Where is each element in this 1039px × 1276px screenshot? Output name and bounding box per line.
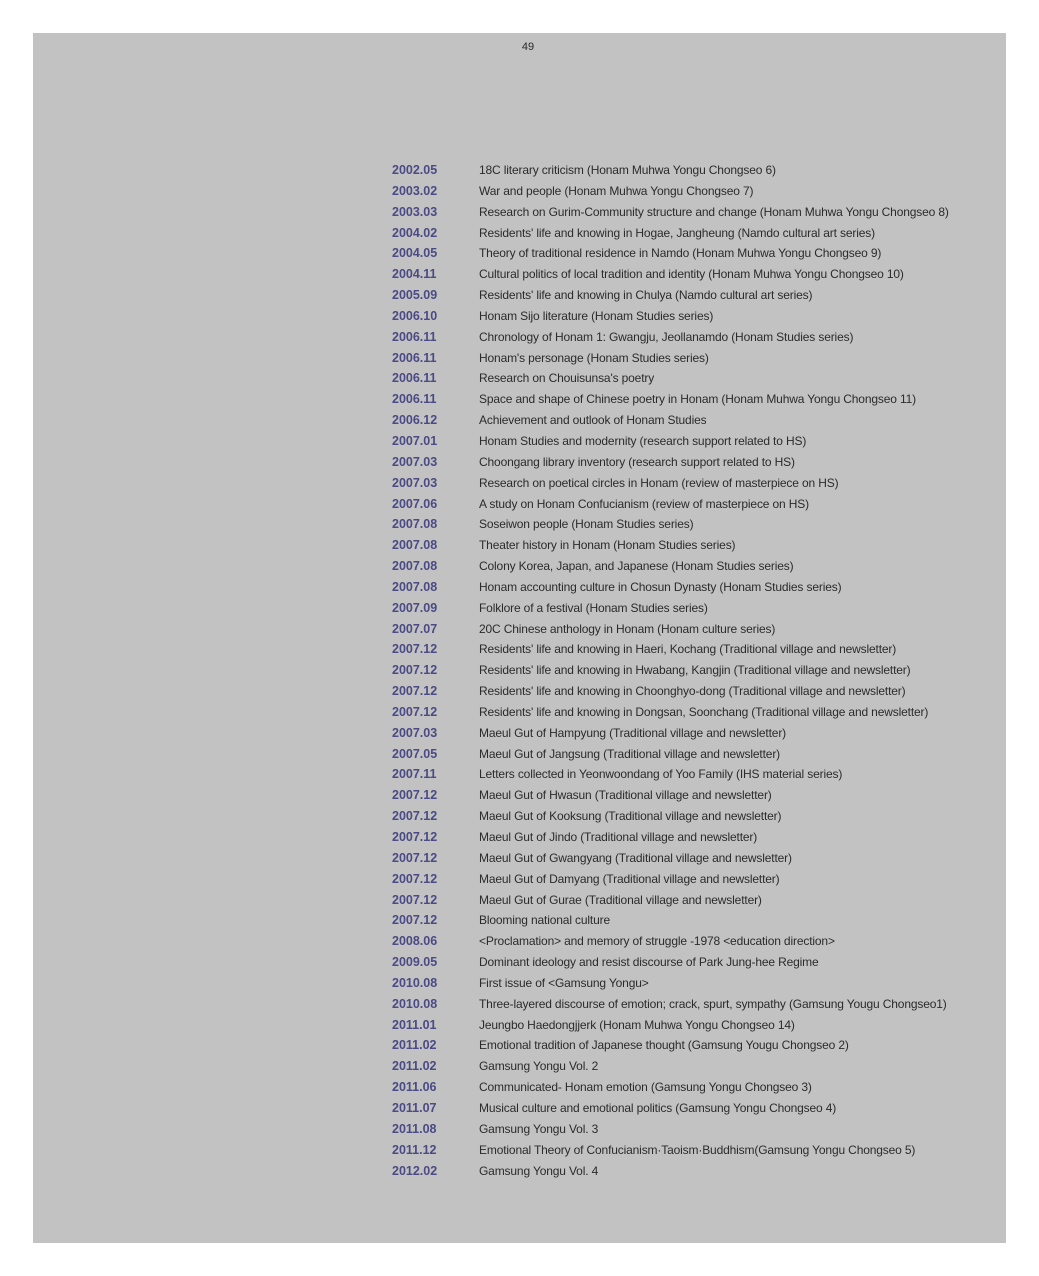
entry-date: 2006.12 bbox=[392, 413, 438, 428]
list-item bbox=[392, 264, 1002, 285]
entry-date: 2006.11 bbox=[392, 350, 437, 365]
list-item bbox=[392, 702, 1002, 723]
list-item bbox=[392, 910, 1002, 931]
entry-title: Residents' life and knowing in Hogae, Jangheung (Namdo cultural art series) bbox=[479, 225, 875, 240]
entry-title: Gamsung Yongu Vol. 3 bbox=[479, 1121, 599, 1136]
entry-date: 2007.03 bbox=[392, 454, 438, 469]
entry-title: Research on Chouisunsa's poetry bbox=[479, 371, 655, 386]
entry-date: 2007.12 bbox=[392, 892, 438, 907]
entry-date: 2011.12 bbox=[392, 1142, 437, 1157]
entry-title: Maeul Gut of Jangsung (Traditional village and newsletter) bbox=[479, 746, 781, 761]
entry-date: 2007.01 bbox=[392, 433, 438, 448]
entry-date: 2004.05 bbox=[392, 246, 438, 261]
publication-list bbox=[392, 160, 1002, 1181]
entry-date: 2004.02 bbox=[392, 225, 438, 240]
entry-title: Maeul Gut of Damyang (Traditional village and newsletter) bbox=[479, 871, 780, 886]
list-item bbox=[392, 243, 1002, 264]
entry-title: Choongang library inventory (research support related to HS) bbox=[479, 454, 795, 469]
list-item bbox=[392, 744, 1002, 765]
list-item bbox=[392, 931, 1002, 952]
entry-title: Maeul Gut of Kooksung (Traditional village and newsletter) bbox=[479, 809, 782, 824]
list-item bbox=[392, 327, 1002, 348]
entry-date: 2008.06 bbox=[392, 934, 438, 949]
entry-title: Maeul Gut of Hampyung (Traditional village and newsletter) bbox=[479, 725, 787, 740]
entry-date: 2011.08 bbox=[392, 1121, 437, 1136]
list-item bbox=[392, 1119, 1002, 1140]
entry-title: Emotional Theory of Confucianism·Taoism·Buddhism(Gamsung Yongu Chongseo 5) bbox=[479, 1142, 916, 1157]
entry-date: 2007.03 bbox=[392, 475, 438, 490]
entry-date: 2007.05 bbox=[392, 746, 438, 761]
entry-date: 2007.12 bbox=[392, 871, 438, 886]
entry-date: 2009.05 bbox=[392, 955, 438, 970]
entry-title: Honam's personage (Honam Studies series) bbox=[479, 350, 709, 365]
entry-title: Space and shape of Chinese poetry in Honam (Honam Muhwa Yongu Chongseo 11) bbox=[479, 392, 916, 407]
list-item bbox=[392, 1098, 1002, 1119]
entry-date: 2007.08 bbox=[392, 559, 438, 574]
entry-title: Residents' life and knowing in Chulya (Namdo cultural art series) bbox=[479, 288, 813, 303]
entry-date: 2011.07 bbox=[392, 1100, 437, 1115]
entry-date: 2007.09 bbox=[392, 600, 438, 615]
list-item bbox=[392, 535, 1002, 556]
entry-date: 2007.08 bbox=[392, 579, 438, 594]
entry-title: Emotional tradition of Japanese thought (Gamsung Yougu Chongseo 2) bbox=[479, 1038, 849, 1053]
entry-title: Three-layered discourse of emotion; crack, spurt, sympathy (Gamsung Yougu Chongseo1) bbox=[479, 996, 947, 1011]
entry-date: 2006.10 bbox=[392, 308, 438, 323]
list-item bbox=[392, 598, 1002, 619]
entry-date: 2007.08 bbox=[392, 538, 438, 553]
list-item bbox=[392, 806, 1002, 827]
entry-title: Jeungbo Haedongjjerk (Honam Muhwa Yongu Chongseo 14) bbox=[479, 1017, 795, 1032]
page-number: 49 bbox=[521, 41, 535, 53]
entry-date: 2007.12 bbox=[392, 788, 438, 803]
list-item bbox=[392, 514, 1002, 535]
list-item bbox=[392, 681, 1002, 702]
entry-title: Communicated- Honam emotion (Gamsung Yongu Chongseo 3) bbox=[479, 1080, 812, 1095]
entry-title: Theater history in Honam (Honam Studies series) bbox=[479, 538, 736, 553]
entry-date: 2010.08 bbox=[392, 975, 438, 990]
list-item bbox=[392, 785, 1002, 806]
entry-title: Blooming national culture bbox=[479, 913, 610, 928]
entry-date: 2011.06 bbox=[392, 1080, 437, 1095]
entry-date: 2010.08 bbox=[392, 996, 438, 1011]
list-item bbox=[392, 223, 1002, 244]
entry-title: Residents' life and knowing in Choonghyo-dong (Traditional village and newsletter) bbox=[479, 684, 906, 699]
list-item bbox=[392, 1035, 1002, 1056]
entry-date: 2007.12 bbox=[392, 663, 438, 678]
entry-title: Soseiwon people (Honam Studies series) bbox=[479, 517, 694, 532]
entry-title: First issue of <Gamsung Yongu> bbox=[479, 975, 649, 990]
list-item bbox=[392, 723, 1002, 744]
entry-title: Musical culture and emotional politics (Gamsung Yongu Chongseo 4) bbox=[479, 1100, 837, 1115]
document-page bbox=[33, 33, 1006, 1243]
list-item bbox=[392, 764, 1002, 785]
list-item bbox=[392, 410, 1002, 431]
entry-title: Colony Korea, Japan, and Japanese (Honam Studies series) bbox=[479, 559, 794, 574]
list-item bbox=[392, 994, 1002, 1015]
entry-date: 2006.11 bbox=[392, 392, 437, 407]
list-item bbox=[392, 1161, 1002, 1182]
entry-date: 2011.01 bbox=[392, 1017, 437, 1032]
entry-title: <Proclamation> and memory of struggle -1978 <education direction> bbox=[479, 934, 835, 949]
list-item bbox=[392, 1140, 1002, 1161]
entry-date: 2007.12 bbox=[392, 809, 438, 824]
list-item bbox=[392, 848, 1002, 869]
entry-title: Chronology of Honam 1: Gwangju, Jeollanamdo (Honam Studies series) bbox=[479, 329, 854, 344]
entry-title: Honam Sijo literature (Honam Studies series) bbox=[479, 308, 714, 323]
entry-date: 2002.05 bbox=[392, 163, 438, 177]
entry-title: 18C literary criticism (Honam Muhwa Yongu Chongseo 6) bbox=[479, 163, 776, 177]
entry-title: Residents' life and knowing in Dongsan, Soonchang (Traditional village and newsletter) bbox=[479, 704, 929, 719]
entry-title: Research on poetical circles in Honam (review of masterpiece on HS) bbox=[479, 475, 839, 490]
list-item bbox=[392, 639, 1002, 660]
entry-title: Folklore of a festival (Honam Studies series) bbox=[479, 600, 708, 615]
entry-date: 2011.02 bbox=[392, 1059, 437, 1074]
entry-title: Theory of traditional residence in Namdo (Honam Muhwa Yongu Chongseo 9) bbox=[479, 246, 882, 261]
entry-title: Research on Gurim-Community structure and change (Honam Muhwa Yongu Chongseo 8) bbox=[479, 204, 949, 219]
entry-title: Honam accounting culture in Chosun Dynasty (Honam Studies series) bbox=[479, 579, 842, 594]
entry-date: 2007.03 bbox=[392, 725, 438, 740]
list-item bbox=[392, 1015, 1002, 1036]
entry-date: 2007.12 bbox=[392, 684, 438, 699]
entry-date: 2003.02 bbox=[392, 183, 438, 198]
list-item bbox=[392, 306, 1002, 327]
entry-title: Dominant ideology and resist discourse of Park Jung-hee Regime bbox=[479, 955, 819, 970]
entry-date: 2006.11 bbox=[392, 371, 437, 386]
entry-title: War and people (Honam Muhwa Yongu Chongseo 7) bbox=[479, 183, 754, 198]
entry-date: 2005.09 bbox=[392, 288, 438, 303]
entry-title: Maeul Gut of Gurae (Traditional village and newsletter) bbox=[479, 892, 762, 907]
list-item bbox=[392, 452, 1002, 473]
list-item bbox=[392, 973, 1002, 994]
list-item bbox=[392, 577, 1002, 598]
entry-date: 2007.08 bbox=[392, 517, 438, 532]
entry-title: Achievement and outlook of Honam Studies bbox=[479, 413, 707, 428]
list-item bbox=[392, 869, 1002, 890]
entry-date: 2007.12 bbox=[392, 642, 438, 657]
entry-date: 2007.07 bbox=[392, 621, 438, 636]
entry-title: Gamsung Yongu Vol. 2 bbox=[479, 1059, 599, 1074]
list-item bbox=[392, 202, 1002, 223]
list-item bbox=[392, 619, 1002, 640]
entry-date: 2012.02 bbox=[392, 1163, 438, 1178]
list-item bbox=[392, 1056, 1002, 1077]
list-item bbox=[392, 431, 1002, 452]
list-item bbox=[392, 952, 1002, 973]
list-item bbox=[392, 1077, 1002, 1098]
entry-title: Residents' life and knowing in Hwabang, Kangjin (Traditional village and newsletter) bbox=[479, 663, 911, 678]
entry-title: Gamsung Yongu Vol. 4 bbox=[479, 1163, 599, 1178]
list-item bbox=[392, 494, 1002, 515]
list-item bbox=[392, 181, 1002, 202]
entry-title: Honam Studies and modernity (research support related to HS) bbox=[479, 433, 807, 448]
entry-title: Maeul Gut of Jindo (Traditional village and newsletter) bbox=[479, 830, 758, 844]
entry-title: Maeul Gut of Hwasun (Traditional village and newsletter) bbox=[479, 788, 772, 803]
entry-date: 2011.02 bbox=[392, 1038, 437, 1053]
list-item bbox=[392, 160, 1002, 181]
entry-title: A study on Honam Confucianism (review of masterpiece on HS) bbox=[479, 496, 809, 511]
entry-title: Maeul Gut of Gwangyang (Traditional village and newsletter) bbox=[479, 850, 792, 865]
entry-date: 2004.11 bbox=[392, 267, 437, 282]
entry-title: Residents' life and knowing in Haeri, Kochang (Traditional village and newsletter) bbox=[479, 642, 897, 657]
entry-date: 2003.03 bbox=[392, 204, 438, 219]
entry-date: 2007.12 bbox=[392, 704, 438, 719]
list-item bbox=[392, 473, 1002, 494]
list-item bbox=[392, 348, 1002, 369]
list-item bbox=[392, 660, 1002, 681]
list-item bbox=[392, 556, 1002, 577]
entry-date: 2007.12 bbox=[392, 913, 438, 928]
entry-date: 2007.12 bbox=[392, 850, 438, 865]
list-item bbox=[392, 368, 1002, 389]
list-item bbox=[392, 285, 1002, 306]
list-item bbox=[392, 827, 1002, 848]
entry-date: 2007.12 bbox=[392, 830, 438, 844]
entry-title: 20C Chinese anthology in Honam (Honam culture series) bbox=[479, 621, 776, 636]
list-item bbox=[392, 890, 1002, 911]
entry-title: Cultural politics of local tradition and identity (Honam Muhwa Yongu Chongseo 10) bbox=[479, 267, 904, 282]
entry-date: 2006.11 bbox=[392, 329, 437, 344]
list-item bbox=[392, 389, 1002, 410]
entry-title: Letters collected in Yeonwoondang of Yoo Family (IHS material series) bbox=[479, 767, 843, 782]
entry-date: 2007.06 bbox=[392, 496, 438, 511]
entry-date: 2007.11 bbox=[392, 767, 437, 782]
